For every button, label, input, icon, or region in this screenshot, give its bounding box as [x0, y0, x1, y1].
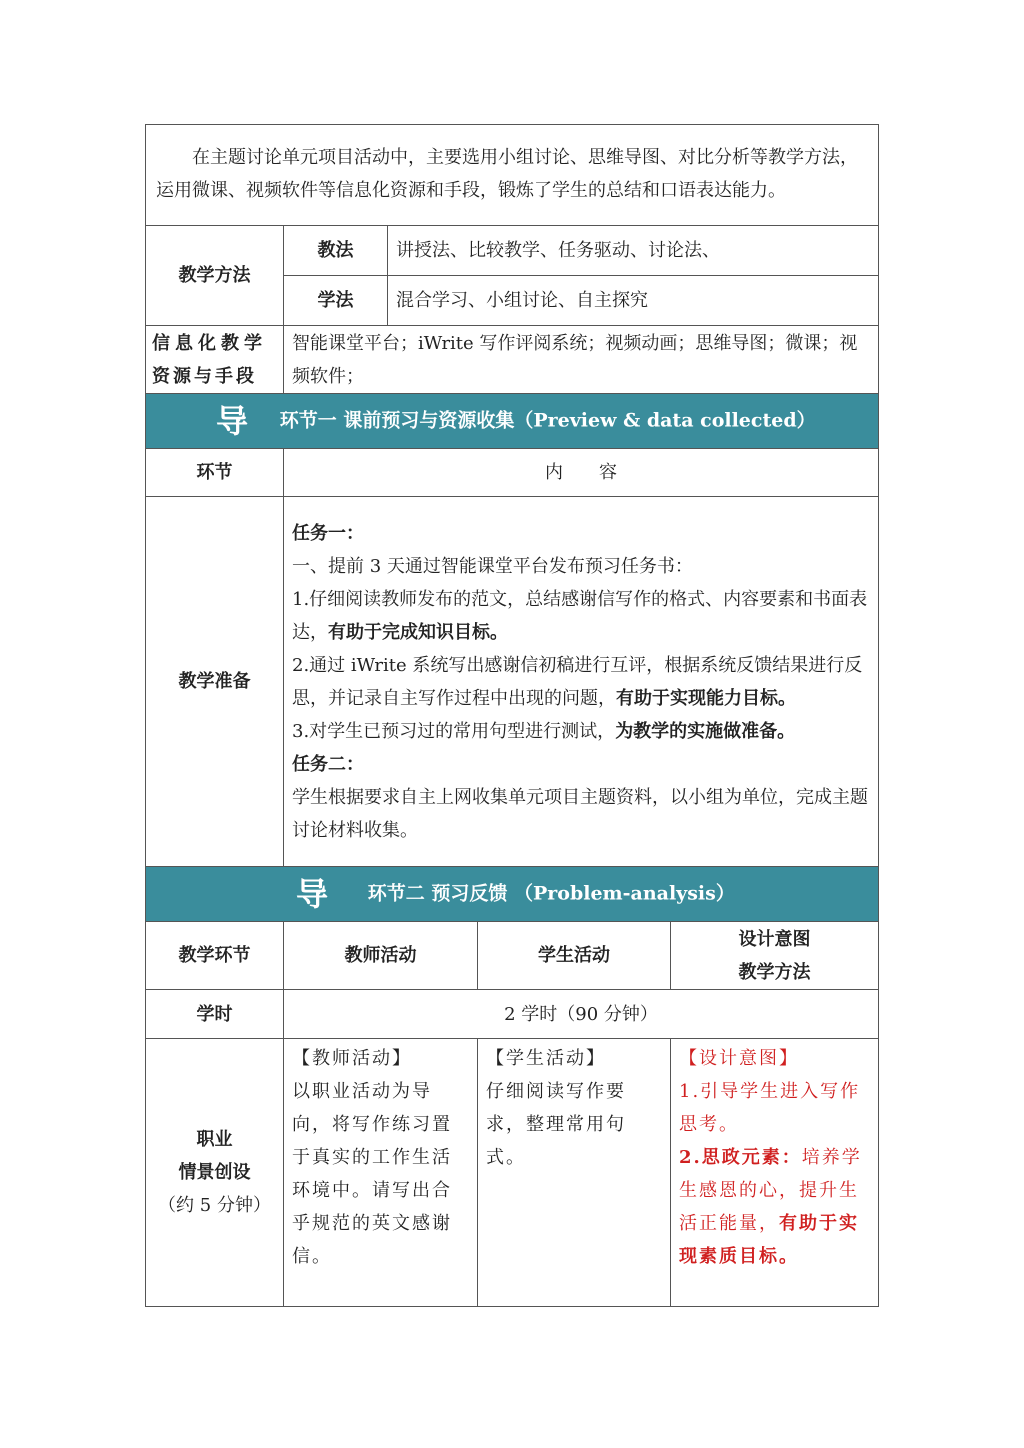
section2-banner — [146, 867, 879, 922]
header2-design-line2: 教学方法 — [738, 961, 811, 983]
lesson-plan-document — [145, 124, 878, 1307]
task2-text: 学生根据要求自主上网收集单元项目主题资料，以小组为单位，完成主题讨论材料收集。 — [292, 786, 868, 841]
student-activity-cell — [478, 1039, 671, 1307]
header1-content: 内 容 — [284, 449, 879, 497]
hours-value: 2 学时（90 分钟） — [284, 990, 879, 1039]
header2-student: 学生活动 — [478, 922, 671, 990]
prep-item1-text: 1.仔细阅读教师发布的范文，总结感谢信写作的格式、内容要素和书面表达， — [292, 588, 868, 643]
design-intent-item1: 1.引导学生进入写作思考。 — [679, 1081, 861, 1135]
section2-band — [146, 867, 879, 922]
prep-item1-goal: 有助于完成知识目标。 — [328, 621, 508, 643]
header2-teacher: 教师活动 — [284, 922, 478, 990]
prep-item2-text: 2.通过 iWrite 系统写出感谢信初稿进行互评，根据系统反馈结果进行反思，并记录自主写作过程中出现的问题， — [292, 654, 863, 709]
scene-label-line2: 情景创设 — [178, 1162, 251, 1183]
section2-title: 环节二 预习反馈 （Problem-analysis） — [367, 882, 735, 905]
header2-design-line1: 设计意图 — [738, 928, 811, 950]
design-intent-title: 【设计意图】 — [679, 1048, 799, 1069]
teacher-activity-cell — [284, 1039, 478, 1307]
design-intent-item2-text: 培养学生感恩的心，提升生活正能量， — [679, 1147, 862, 1234]
prep-item2 — [292, 649, 870, 715]
prep-label: 教学准备 — [146, 497, 284, 867]
prep-item2-goal: 有助于实现能力目标。 — [616, 687, 796, 709]
hours-row — [146, 990, 879, 1039]
teacher-activity-title: 【教师活动】 — [292, 1048, 412, 1069]
teaching-approach-value: 讲授法、比较教学、任务驱动、讨论法、 — [388, 226, 879, 276]
lesson-plan-table — [145, 124, 879, 1307]
intro-row — [146, 125, 879, 226]
section1-band — [146, 394, 879, 449]
section1-title: 环节一 课前预习与资源收集（Preview & data collected） — [279, 409, 816, 432]
resources-label — [146, 326, 284, 394]
prep-item3 — [292, 715, 870, 748]
design-intent-item2-goal: 有助于实现素质目标。 — [679, 1213, 859, 1267]
scene-label-line1: 职业 — [196, 1129, 233, 1150]
resources-row — [146, 326, 879, 394]
learning-approach-value: 混合学习、小组讨论、自主探究 — [388, 276, 879, 326]
scene-row — [146, 1039, 879, 1307]
teaching-approach-label: 教法 — [284, 226, 388, 276]
teaching-methods-label: 教学方法 — [146, 226, 284, 326]
hours-label: 学时 — [146, 990, 284, 1039]
resources-value: 智能课堂平台；iWrite 写作评阅系统；视频动画；思维导图；微课；视频软件； — [284, 326, 879, 394]
header1-stage: 环节 — [146, 449, 284, 497]
scene-label-line3: （约 5 分钟） — [158, 1195, 271, 1216]
section2-marker: 导 — [296, 874, 329, 913]
header2-row — [146, 922, 879, 990]
resources-label-line1: 信息化教学 — [152, 332, 267, 354]
design-intent-cell — [671, 1039, 879, 1307]
design-intent-item2-label: 2.思政元素： — [679, 1147, 802, 1168]
header1-row — [146, 449, 879, 497]
teaching-method-row — [146, 226, 879, 276]
task1-subtitle: 一、提前 3 天通过智能课堂平台发布预习任务书： — [292, 555, 693, 577]
section1-marker: 导 — [216, 401, 249, 440]
header2-design — [671, 922, 879, 990]
student-activity-text: 仔细阅读写作要求，整理常用句式。 — [486, 1081, 626, 1168]
prep-content — [284, 497, 879, 867]
learning-approach-label: 学法 — [284, 276, 388, 326]
task1-title: 任务一： — [292, 522, 364, 544]
scene-label — [146, 1039, 284, 1307]
prep-item1 — [292, 583, 870, 649]
teacher-activity-text: 以职业活动为导向，将写作练习置于真实的工作生活环境中。请写出合乎规范的英文感谢信。 — [292, 1081, 452, 1267]
prep-item3-text: 3.对学生已预习过的常用句型进行测试， — [292, 720, 616, 742]
prep-row — [146, 497, 879, 867]
design-intent-item2 — [679, 1141, 870, 1273]
prep-item3-goal: 为教学的实施做准备。 — [615, 720, 796, 742]
student-activity-title: 【学生活动】 — [486, 1048, 606, 1069]
task2-title: 任务二： — [292, 753, 364, 775]
intro-text: 在主题讨论单元项目活动中，主要选用小组讨论、思维导图、对比分析等教学方法，运用微课、视频软件等信息化资源和手段，锻炼了学生的总结和口语表达能力。 — [146, 125, 879, 226]
section1-banner — [146, 394, 879, 449]
header2-stage: 教学环节 — [146, 922, 284, 990]
resources-label-line2: 资源与手段 — [152, 365, 257, 387]
